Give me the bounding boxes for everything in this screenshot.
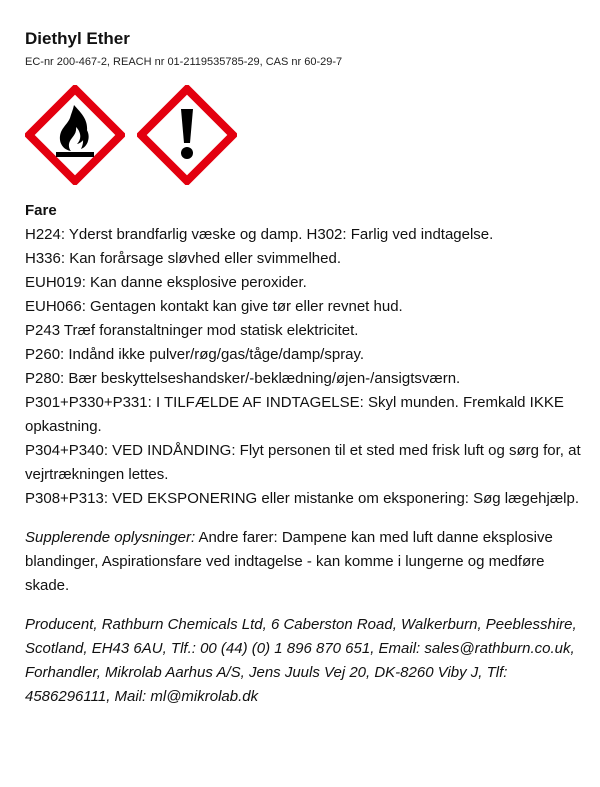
supplier-information: Producent, Rathburn Chemicals Ltd, 6 Caberston Road, Walkerburn, Peeblesshire, Scotland, EH43 6AU, Tlf.: 00 (44) (0) 1 896 870 651, Email: sales@rathburn.co.uk, Forhandler, Mikrolab Aarhus A/S, Jens Juuls Vej 20, DK-8260 Viby J, Tlf: 4586296111, Mail: ml@mikrolab.dk [25,616,577,705]
statement-line: P280: Bær beskyttelseshandsker/-beklædning/øjen-/ansigtsværn. [25,370,461,387]
statement-line: H336: Kan forårsage sløvhed eller svimmelhed. [25,250,341,267]
statement-line: EUH066: Gentagen kontakt kan give tør eller revnet hud. [25,298,403,315]
statement-line: EUH019: Kan danne eksplosive peroxider. [25,274,307,291]
flame-hazard-pictogram-icon [25,85,125,185]
statement-line: P301+P330+P331: I TILFÆLDE AF INDTAGELSE: Skyl munden. Fremkald IKKE opkastning. [25,394,564,435]
product-name: Diethyl Ether [25,29,130,48]
statement-line: H224: Yderst brandfarlig væske og damp. H302: Farlig ved indtagelse. [25,226,494,243]
product-identifiers: EC-nr 200-467-2, REACH nr 01-2119535785-29, CAS nr 60-29-7 [25,56,343,68]
statement-line: P243 Træf foranstaltninger mod statisk elektricitet. [25,322,359,339]
statement-line: P304+P340: VED INDÅNDING: Flyt personen til et sted med frisk luft og sørg for, at [25,442,581,459]
statement-line: vejrtrækningen lettes. [25,466,169,483]
hazard-label [25,28,585,709]
statement-line: P308+P313: VED EKSPONERING eller mistanke om eksponering: Søg lægehjælp. [25,490,580,507]
supplementary-label: Supplerende oplysninger: [25,529,196,546]
hazard-pictograms [25,85,585,185]
supplementary-text: Andre farer: Dampene kan med luft danne eksplosive blandinger, Aspirationsfare ved indtagelse - kan komme i lungerne og medføre skade. [25,529,553,594]
signal-word: Fare [25,202,57,219]
exclamation-hazard-pictogram-icon [137,85,237,185]
statement-line: P260: Indånd ikke pulver/røg/gas/tåge/damp/spray. [25,346,365,363]
hazard-statements [25,223,585,511]
supplementary-information [25,526,585,598]
